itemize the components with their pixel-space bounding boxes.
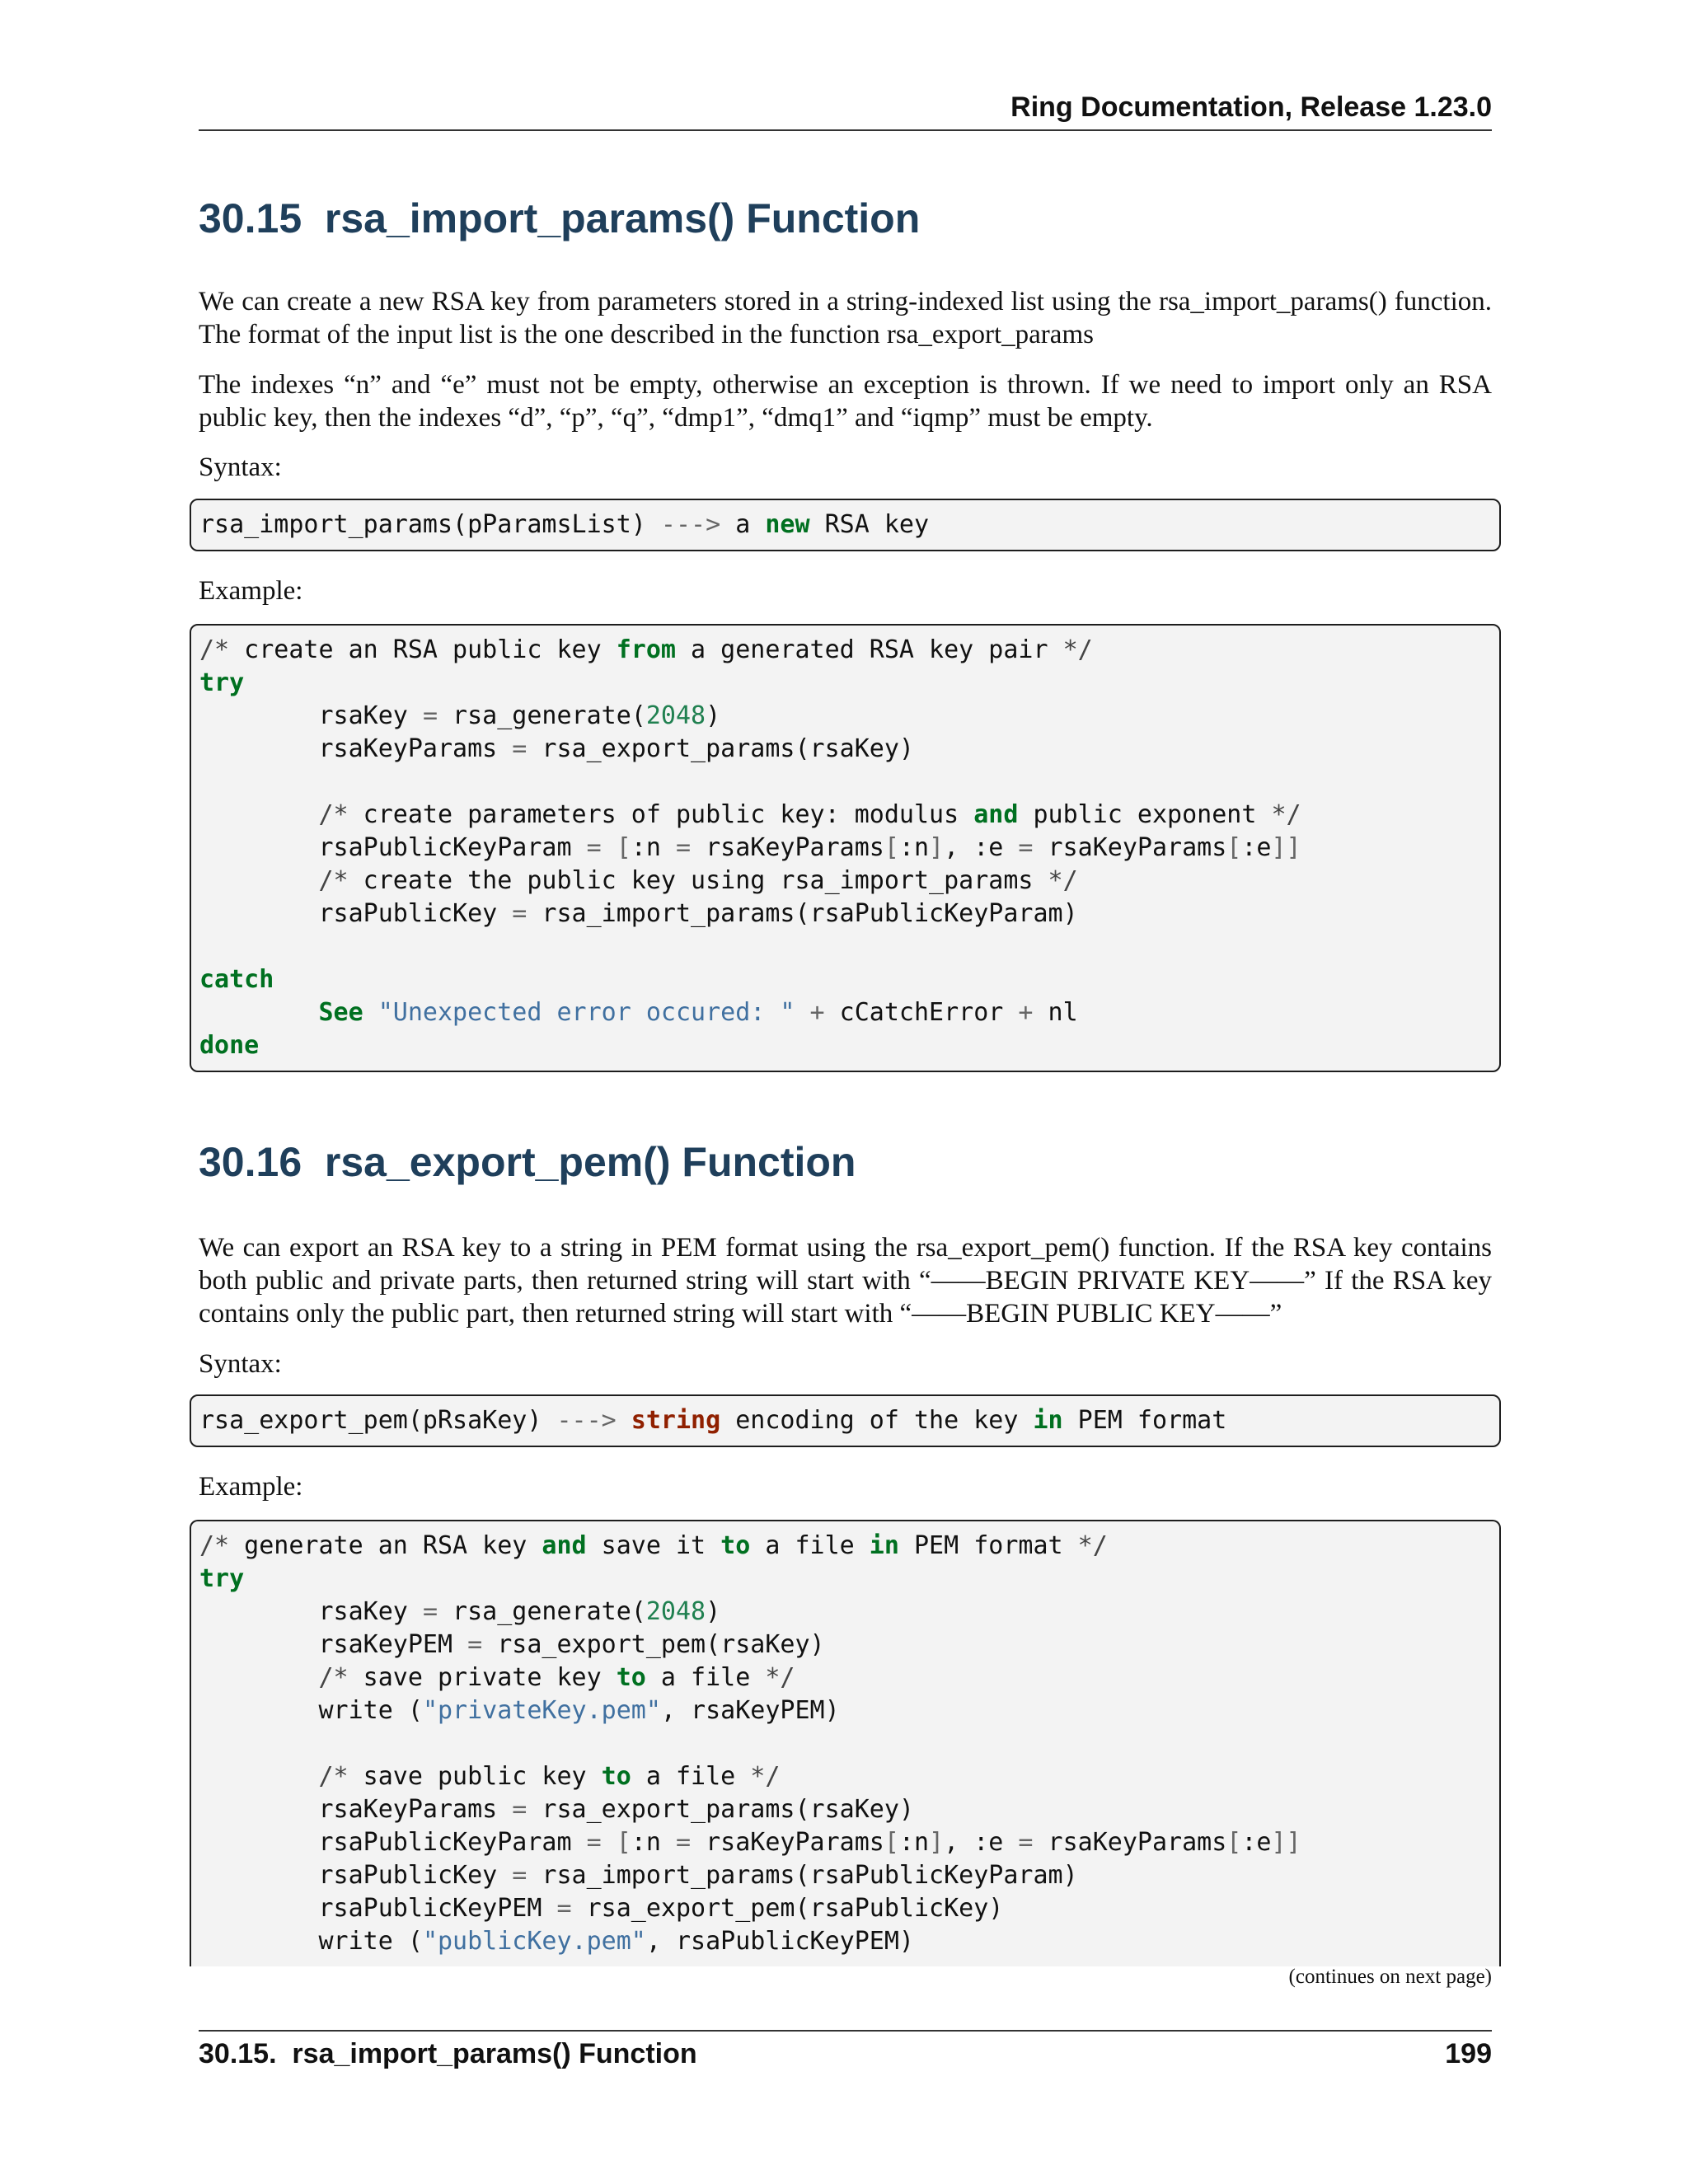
code-line: try: [199, 668, 245, 697]
continues-note: (continues on next page): [1288, 1966, 1492, 1988]
code-line: rsaKeyParams = rsa_export_params(rsaKey): [199, 1795, 914, 1824]
code-line: rsaKeyPEM = rsa_export_pem(rsaKey): [199, 1630, 825, 1659]
indexes-paragraph: The indexes “n” and “e” must not be empty, otherwise an exception is thrown. If we need to import only an RSA public key, then the indexes “d”, “p”, “q”, “dmp1”, “dmq1” and “iqmp” must be empty.: [199, 370, 1492, 433]
code-line: See "Unexpected error occured: " + cCatchError + nl: [318, 998, 1078, 1027]
syntax-code-block: [190, 1394, 1501, 1447]
code-line: write ("privateKey.pem", rsaKeyPEM): [199, 1696, 840, 1725]
intro-paragraph: We can create a new RSA key from parameters stored in a string-indexed list using the rsa_import_params() function. The format of the input list is the one described in the function rsa_export_params: [199, 287, 1492, 349]
example-code-block: [190, 624, 1501, 1072]
code-line: [199, 766, 1491, 799]
header-rule: [199, 129, 1492, 131]
example-label: Example:: [199, 1472, 303, 1502]
code-line: /* generate an RSA key and save it to a file in PEM format */: [199, 1531, 1108, 1560]
code-line: rsaKey = rsa_generate(2048): [199, 1597, 721, 1626]
code-line: /* create parameters of public key: modulus and public exponent */: [318, 800, 1301, 829]
running-header: Ring Documentation, Release 1.23.0: [1010, 91, 1492, 123]
code-line: write ("publicKey.pem", rsaPublicKeyPEM): [199, 1927, 914, 1956]
code-line: rsa_export_pem(pRsaKey) ---> string encoding of the key in PEM format: [199, 1406, 1227, 1435]
footer-rule: [199, 2030, 1492, 2032]
code-line: done: [199, 1031, 260, 1060]
syntax-label: Syntax:: [199, 452, 282, 482]
example-code-block: [190, 1520, 1501, 1966]
syntax-label: Syntax:: [199, 1349, 282, 1379]
code-line: [199, 930, 1491, 963]
code-line: try: [199, 1564, 245, 1593]
section-heading-export-pem: 30.16 rsa_export_pem() Function: [199, 1139, 856, 1185]
code-line: rsaKeyParams = rsa_export_params(rsaKey): [199, 734, 914, 763]
code-line: [199, 1727, 1491, 1760]
syntax-code-block: [190, 499, 1501, 551]
code-line: rsaPublicKeyParam = [:n = rsaKeyParams[:n], :e = rsaKeyParams[:e]]: [199, 1828, 1301, 1857]
code-line: rsaPublicKey = rsa_import_params(rsaPublicKeyParam): [199, 899, 1078, 928]
code-line: rsaKey = rsa_generate(2048): [199, 701, 721, 730]
code-line: rsaPublicKeyPEM = rsa_export_pem(rsaPublicKey): [199, 1894, 1004, 1923]
code-line: /* create an RSA public key from a generated RSA key pair */: [199, 635, 1093, 664]
code-line: catch: [199, 965, 274, 994]
code-line: rsaPublicKey = rsa_import_params(rsaPublicKeyParam): [199, 1861, 1078, 1890]
code-line: /* save public key to a file */: [318, 1762, 781, 1791]
code-line: rsaPublicKeyParam = [:n = rsaKeyParams[:n], :e = rsaKeyParams[:e]]: [199, 833, 1301, 862]
page-number: 199: [1445, 2038, 1492, 2069]
example-label: Example:: [199, 576, 303, 606]
code-line: /* save private key to a file */: [318, 1663, 795, 1692]
section-heading-import-params: 30.15 rsa_import_params() Function: [199, 195, 921, 241]
footer-section-title: 30.15. rsa_import_params() Function: [199, 2038, 697, 2069]
export-pem-paragraph: We can export an RSA key to a string in PEM format using the rsa_export_pem() function. If the RSA key contains both public and private parts, then returned string will start with “——BEGIN PRIVATE KEY——” If the RSA key contains only the public part, then returned string will start with “——BEGIN PUBLIC KEY——”: [199, 1233, 1492, 1329]
code-line: rsa_import_params(pParamsList) ---> a new RSA key: [199, 510, 930, 539]
code-line: /* create the public key using rsa_import_params */: [318, 866, 1078, 895]
